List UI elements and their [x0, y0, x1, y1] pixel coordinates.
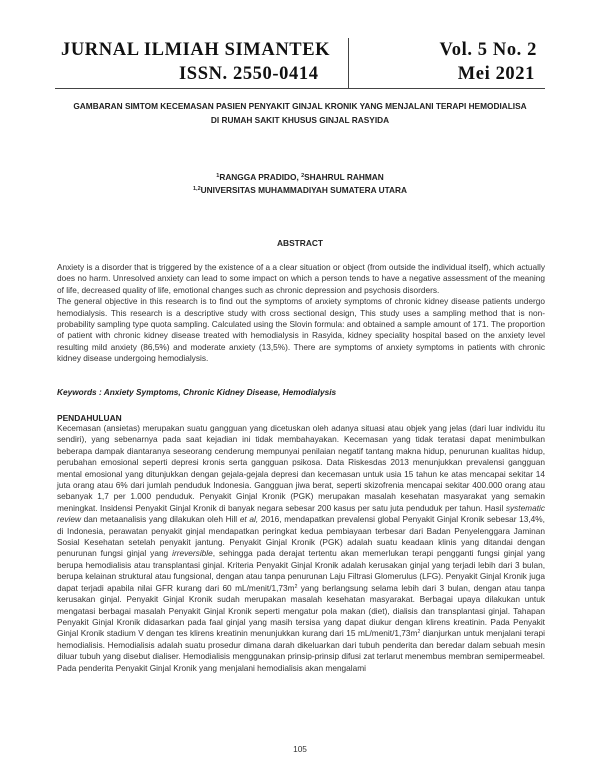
author-1: RANGGA PRADIDO,	[219, 172, 302, 182]
text-run: , sehingga pada derajat tertentu akan memerlukan terapi pengganti fungsi ginjal yang berupa hemodialisis atau transplantasi ginjal. Kriteria Penyakit Ginjal Kronik adalah kerusakan ginjal yang terjadi lebih dari 3 bulan, berupa kelainan struktural atau fungsional, dengan atau tanpa penurunan Laju Filtrasi Glomerulus (LFG). Penyakit Ginjal Kronik juga dapat terjadi apabila nilai GFR kurang dari 60 mL/menit/1,73m	[57, 548, 545, 593]
header-divider-horizontal	[55, 88, 545, 89]
author-names	[100, 170, 500, 183]
italic-run: irreversible	[172, 548, 213, 559]
abstract-heading: ABSTRACT	[276, 238, 324, 248]
abstract-body	[57, 262, 545, 365]
text-run: dan metaanalisis yang dilakukan oleh Hill	[80, 514, 240, 525]
section-heading-pendahuluan: PENDAHULUAN	[57, 413, 122, 423]
text-run: dianjurkan untuk menjalani terapi hemodialisis. Hemodialisis adalah suatu prosedur dimana darah dikeluarkan dari tubuh penderita dan beredar dalam sebuah mesin diluar tubuh yang disebut dialiser. Hemodialisis menggunakan prinsip-prinsip difusi zat terlarut menembus membran semipermeabel. Pada penderita Penyakit Ginjal Kronik yang menjalani hemodialisis akan mengalami	[57, 628, 545, 673]
superscript: 2	[294, 583, 298, 590]
author-sup-1: 1	[216, 173, 220, 179]
author-block	[100, 170, 500, 196]
keywords: Keywords : Anxiety Symptoms, Chronic Kidney Disease, Hemodialysis	[57, 387, 337, 397]
affiliation-sup: 1,2	[193, 186, 201, 192]
abstract-paragraph-2: The general objective in this research is to find out the symptoms of anxiety symptoms of chronic kidney disease patients undergo hemodialysis. This research is a descriptive study with cross sectional design, This study uses a sampling method that is non-probability sampling type quota sampling. Calculated using the Slovin formula: and obtained a sample amount of 171. The proportion of patient with chronic kidney disease treated with hemodialysis in Rasyida, kidney speciality hospital based on the anxiety level resulting mild anxiety (86,5%) and moderate anxiety (13,5%). There are symptoms of anxiety symptoms in patients with chronic kidney disease undergoing hemodialysis.	[57, 296, 545, 364]
journal-name: JURNAL ILMIAH SIMANTEK	[61, 40, 331, 60]
author-sup-2: 2	[301, 173, 305, 179]
journal-issn: ISSN. 2550-0414	[179, 64, 319, 84]
author-2: SHAHRUL RAHMAN	[304, 172, 384, 182]
text-run: Kecemasan (ansietas) merupakan suatu gangguan yang dicetuskan oleh adanya situasi atau objek yang jelas (dari luar individu itu sendiri), yang sebenarnya pada saat kejadian ini tidak membahayakan. Kecemasan yang tidak teratasi dapat menimbulkan beberapa dampak diantaranya seseorang cenderung mempunyai penilaian negatif tantang makna hidup, penurunan kualitas hidup, perubahan emosional seperti depresi kronis serta gangguan psikosa. Data Riskesdas 2013 menunjukkan prevalensi gangguan mental emosional yang ditunjukkan dengan gejala-gejala depresi dan kecemasan untuk usia 15 tahun ke atas mencapai sekitar 14 juta orang atau 6% dari jumlah penduduk Indonesia. Gangguan jiwa berat, seperti skizofrenia mencapai sekitar 400.000 orang atau sebanyak 1,7 per 1.000 penduduk. Penyakit Ginjal Kronik (PGK) merupakan masalah kesehatan masyarakat yang semakin meningkat. Insidensi Penyakit Ginjal Kronik di banyak negara sebesar 200 kasus per satu juta penduduk per tahun. Hasil	[57, 423, 545, 513]
text-run: 2016, mendapatkan prevalensi global Penyakit Ginjal Kronik sebesar 13,4%, di Indonesia, perawatan penyakit ginjal mendapatkan peringkat kedua pembiayaan terbesar dari Badan Penyelenggara Jaminan Sosial Kesehatan setelah penyakit jantung. Penyakit Ginjal Kronik (PGK) adalah suatu keadaan klinis yang ditandai dengan penurunan fungsi ginjal yang	[57, 514, 545, 559]
author-affiliation	[100, 183, 500, 196]
pendahuluan-body	[57, 423, 545, 674]
pendahuluan-paragraph	[57, 423, 545, 674]
superscript: 2	[417, 629, 421, 636]
italic-run: et al,	[239, 514, 259, 525]
article-title-line2: DI RUMAH SAKIT KHUSUS GINJAL RASYIDA	[210, 115, 390, 125]
affiliation-text: UNIVERSITAS MUHAMMADIYAH SUMATERA UTARA	[200, 185, 407, 195]
article-title	[50, 99, 550, 127]
italic-run: systematic review	[57, 502, 545, 525]
journal-volume: Vol. 5 No. 2	[439, 40, 537, 60]
text-run: yang berlangsung selama lebih dari 3 bulan, dengan atau tanpa kerusakan ginjal. Penyakit Ginjal Kronik sudah merupakan masalah kesehatan masyarakat. Berbagai upaya dilakukan untuk mengatasi berbagai masalah Penyakit Ginjal Kronik seperti mengatur pola makan (diet), dialisis dan transplantasi ginjal. Tahapan Penyakit Ginjal Kronik didasarkan pada faal ginjal yang masih tersisa yang dapat diukur dengan klirens kreatinin. Pada Penyakit Ginjal Kronik stadium V dengan tes klirens kreatinin menunjukkan kurang dari 15 mL/menit/1,73m	[57, 582, 545, 639]
header-divider-vertical	[348, 38, 349, 88]
article-title-line1: GAMBARAN SIMTOM KECEMASAN PASIEN PENYAKIT GINJAL KRONIK YANG MENJALANI TERAPI HEMODIALISA	[73, 101, 527, 111]
abstract-paragraph-1: Anxiety is a disorder that is triggered by the existence of a a clear situation or object (from outside the individual itself), which actually does no harm. Unresolved anxiety can lead to some impact on which a person tends to have a negative assessment of the meaning of life, decreased quality of life, emotional changes such as chronic depression and psychosis disorders.	[57, 262, 545, 295]
journal-date: Mei 2021	[457, 64, 535, 84]
journal-header	[55, 40, 545, 88]
page-number: 105	[293, 744, 307, 754]
